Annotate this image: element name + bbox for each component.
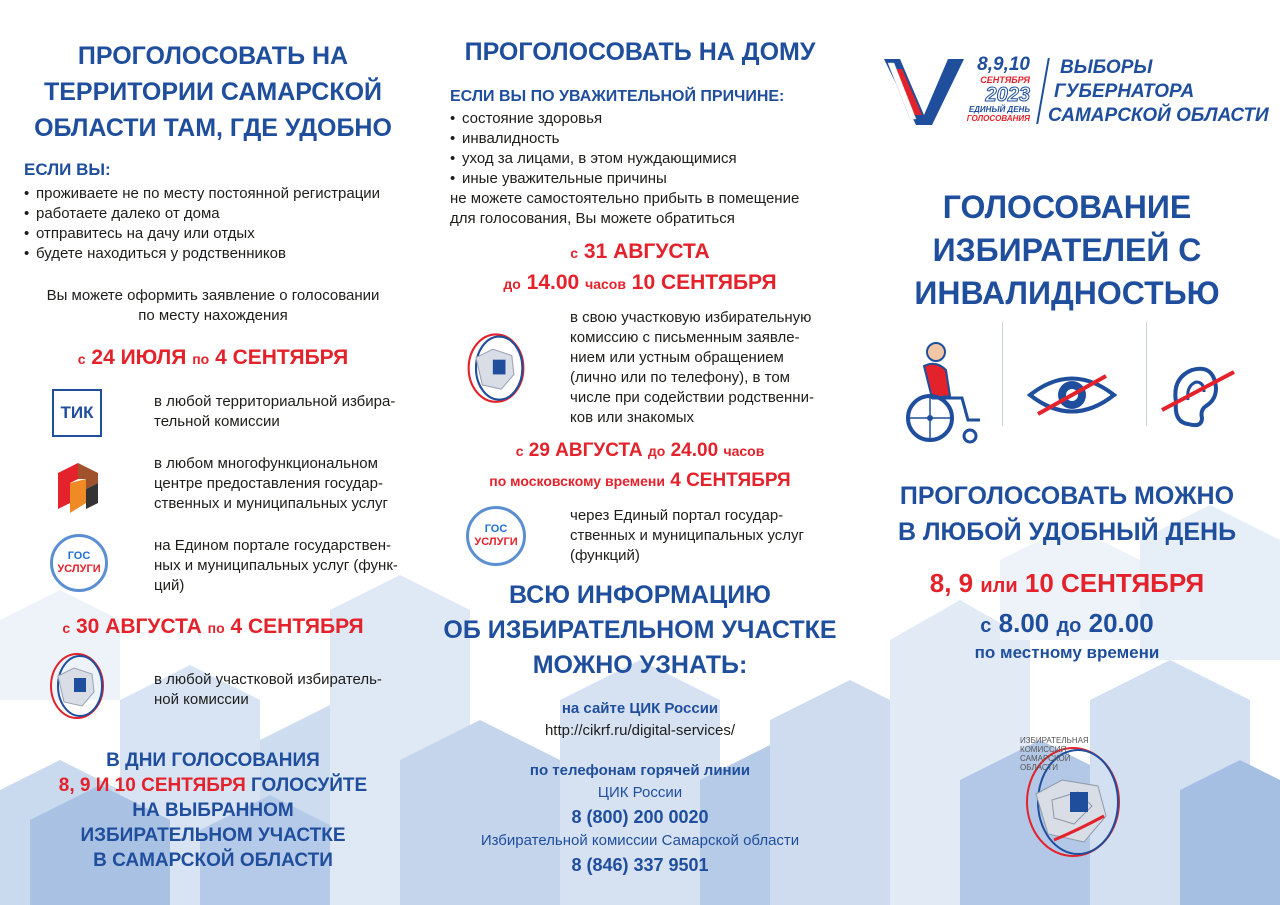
period-date: 4 СЕНТЯБРЯ xyxy=(670,470,791,491)
column-home-voting xyxy=(426,0,854,905)
text-line: нием или устным обращением xyxy=(570,349,784,366)
text-line: В ДНИ ГОЛОСОВАНИЯ xyxy=(106,750,320,771)
logo-sub: ГОЛОСОВАНИЯ xyxy=(966,114,1030,123)
logo-text: ГОС xyxy=(67,550,91,562)
column-remote-voting xyxy=(0,0,426,905)
home-gosuslugi-text xyxy=(570,506,804,566)
title-line: ГОЛОСОВАНИЕ xyxy=(942,189,1192,225)
conditions-list xyxy=(24,184,380,264)
gosuslugi-logo xyxy=(50,534,108,592)
cik-label: ЦИК России xyxy=(597,784,683,801)
period-2 xyxy=(0,615,426,639)
logo-text: УСЛУГИ xyxy=(57,563,101,575)
period-word: до xyxy=(503,276,521,292)
text-line: ПРОГОЛОСОВАТЬ МОЖНО xyxy=(899,482,1235,510)
list-item: • отправитесь на дачу или отдых xyxy=(24,224,380,244)
icon-divider xyxy=(1002,322,1003,426)
text-line: в любом многофункциональном xyxy=(154,455,378,472)
text-line: (функций) xyxy=(570,547,640,564)
home-uik-text xyxy=(570,308,814,428)
option-gosuslugi xyxy=(154,536,398,596)
ikso-label: Избирательной комиссии Самарской области xyxy=(480,832,800,849)
period-word: с xyxy=(980,615,992,637)
cik-phone[interactable]: 8 (800) 200 0020 xyxy=(571,807,709,827)
voting-hours xyxy=(854,608,1280,639)
text-line: через Единый портал государ- xyxy=(570,507,784,524)
election-days-note xyxy=(0,748,426,873)
logo-text: ГОС xyxy=(484,523,508,535)
option-mfc xyxy=(154,454,388,514)
period-word: или xyxy=(980,575,1018,597)
text-line: ИЗБИРАТЕЛЬНОМ УЧАСТКЕ xyxy=(80,825,346,846)
disability-title xyxy=(854,186,1280,315)
local-time-note: по местному времени xyxy=(974,643,1160,662)
text-line: тельной комиссии xyxy=(154,413,280,430)
site-label: на сайте ЦИК России xyxy=(561,700,719,717)
period-date: 10 СЕНТЯБРЯ xyxy=(631,271,777,294)
period-time: 24.00 xyxy=(670,440,719,461)
eye-crossed-icon xyxy=(1026,370,1118,420)
home-period-1-start xyxy=(426,240,854,264)
text-line: по месту нахождения xyxy=(138,307,288,324)
period-date: 24 ИЮЛЯ xyxy=(91,346,187,369)
commission-emblem-icon xyxy=(460,326,532,406)
period-word: с xyxy=(570,245,579,261)
info-heading xyxy=(426,578,854,683)
text-line: ственных и муниципальных услуг xyxy=(154,495,389,512)
voting-days xyxy=(854,568,1280,599)
text-line: числе при содействии родственни- xyxy=(570,389,814,406)
text-line: КОМИССИЯ xyxy=(1020,745,1067,754)
cannot-arrive-text xyxy=(450,189,799,229)
period-date: 29 АВГУСТА xyxy=(528,440,643,461)
text-line: на Едином портале государствен- xyxy=(154,537,392,554)
period-1 xyxy=(0,346,426,370)
title-line: ТЕРРИТОРИИ САМАРСКОЙ xyxy=(43,78,383,106)
text-line: комиссию с письменным заявле- xyxy=(570,329,800,346)
logo-year: 2023 xyxy=(985,84,1030,106)
text-line: ОБЛАСТИ xyxy=(1020,763,1059,772)
list-item: • уход за лицами, в этом нуждающимися xyxy=(450,149,737,169)
text-line: ОБ ИЗБИРАТЕЛЬНОМ УЧАСТКЕ xyxy=(443,616,837,644)
period-word: с xyxy=(77,351,86,367)
commission-emblem-icon xyxy=(44,646,110,722)
apply-text xyxy=(0,286,426,326)
column2-title: ПРОГОЛОСОВАТЬ НА ДОМУ xyxy=(464,38,816,66)
home-period-2-start xyxy=(426,440,854,462)
text-line: В САМАРСКОЙ ОБЛАСТИ xyxy=(93,850,333,871)
column-disability-voting xyxy=(854,0,1280,905)
text-line: САМАРСКОЙ xyxy=(1020,754,1071,763)
text-line: ГУБЕРНАТОРА xyxy=(1054,81,1195,102)
period-word: по xyxy=(207,620,225,636)
title-line: ИНВАЛИДНОСТЬЮ xyxy=(914,275,1220,311)
voting-day-dates xyxy=(954,55,1030,123)
gosuslugi-logo xyxy=(466,506,526,566)
title-line: ИЗБИРАТЕЛЕЙ С xyxy=(932,232,1202,268)
reason-heading: ЕСЛИ ВЫ ПО УВАЖИТЕЛЬНОЙ ПРИЧИНЕ: xyxy=(450,88,785,105)
text-line: ций) xyxy=(154,577,185,594)
tik-logo xyxy=(52,389,102,437)
title-line: ОБЛАСТИ ТАМ, ГДЕ УДОБНО xyxy=(34,114,392,142)
period-word: часов xyxy=(585,276,626,292)
list-item: • будете находиться у родственников xyxy=(24,244,380,264)
period-time: 14.00 xyxy=(526,271,580,294)
ear-crossed-icon xyxy=(1158,360,1238,434)
period-date: 30 АВГУСТА xyxy=(75,615,202,638)
icon-divider xyxy=(1146,322,1147,426)
hours-to: 20.00 xyxy=(1088,608,1154,638)
home-period-1-end xyxy=(426,271,854,295)
wheelchair-icon xyxy=(898,340,990,444)
day-values: 8, 9 xyxy=(929,568,974,598)
text-line: (лично или по телефону), в том xyxy=(570,369,790,386)
period-word: до xyxy=(647,443,666,459)
tik-logo-text: ТИК xyxy=(60,403,94,422)
text-line: в свою участковую избирательную xyxy=(570,309,812,326)
day-values: 10 СЕНТЯБРЯ xyxy=(1024,568,1205,598)
text-line: в любой территориальной избира- xyxy=(154,393,396,410)
hours-from: 8.00 xyxy=(998,608,1050,638)
ikso-phone[interactable]: 8 (846) 337 9501 xyxy=(571,855,709,875)
unified-voting-day-logo-icon xyxy=(884,55,964,127)
text-line: ных и муниципальных услуг (функ- xyxy=(154,557,398,574)
text-line xyxy=(0,773,426,798)
period-word: с xyxy=(62,620,71,636)
text-line: ИЗБИРАТЕЛЬНАЯ xyxy=(1020,736,1089,745)
home-period-2-end xyxy=(426,470,854,492)
text-line: ВСЮ ИНФОРМАЦИЮ xyxy=(509,581,771,609)
list-item: • работаете далеко от дома xyxy=(24,204,380,224)
text-fragment: ГОЛОСУЙТЕ xyxy=(245,775,368,796)
list-item: • иные уважительные причины xyxy=(450,169,737,189)
column1-title xyxy=(0,38,426,146)
if-you-heading: ЕСЛИ ВЫ: xyxy=(24,160,111,179)
text-line: в любой участковой избиратель- xyxy=(154,671,382,688)
text-line: не можете самостоятельно прибыть в помещение xyxy=(450,190,800,207)
period-word: с xyxy=(515,443,524,459)
title-line: ПРОГОЛОСОВАТЬ НА xyxy=(77,42,349,70)
site-link[interactable]: http://cikrf.ru/digital-services/ xyxy=(544,722,736,739)
period-word: до xyxy=(1056,615,1082,637)
text-line: ственных и муниципальных услуг xyxy=(570,527,805,544)
logo-month: СЕНТЯБРЯ xyxy=(980,75,1030,85)
text-line: центре предоставления государ- xyxy=(154,475,383,492)
contacts-block xyxy=(426,698,854,878)
text-line: для голосования, Вы можете обратиться xyxy=(450,210,735,227)
option-tik xyxy=(154,392,395,432)
reasons-list xyxy=(450,109,737,189)
elections-title xyxy=(1048,56,1269,128)
text-line: ВЫБОРЫ xyxy=(1060,57,1153,78)
text-line: САМАРСКОЙ ОБЛАСТИ xyxy=(1048,105,1269,126)
option-uik xyxy=(154,670,382,710)
logo-text: УСЛУГИ xyxy=(474,536,518,548)
text-line: ной комиссии xyxy=(154,691,249,708)
period-date: 31 АВГУСТА xyxy=(583,240,710,263)
list-item: • инвалидность xyxy=(450,129,737,149)
dates-highlight: 8, 9 И 10 СЕНТЯБРЯ xyxy=(58,775,246,796)
period-date: 4 СЕНТЯБРЯ xyxy=(215,346,349,369)
hotline-label: по телефонам горячей линии xyxy=(529,762,751,779)
list-item: • проживаете не по месту постоянной регистрации xyxy=(24,184,380,204)
text-line: ков или знакомых xyxy=(570,409,695,426)
logo-dates: 8,9,10 xyxy=(977,54,1030,75)
period-word: часов xyxy=(723,443,765,459)
text-line: Вы можете оформить заявление о голосовании xyxy=(46,287,380,304)
text-line: В ЛЮБОЙ УДОБНЫЙ ДЕНЬ xyxy=(897,518,1237,546)
period-word: по московскому времени xyxy=(489,473,665,489)
list-item: • состояние здоровья xyxy=(450,109,737,129)
text-line: НА ВЫБРАННОМ xyxy=(132,800,294,821)
commission-logo-text xyxy=(1020,736,1089,772)
vote-any-day xyxy=(854,478,1280,550)
logo-sub: ЕДИНЫЙ ДЕНЬ xyxy=(968,105,1030,114)
period-word: по xyxy=(192,351,210,367)
mfc-logo-icon xyxy=(52,459,104,517)
text-line: МОЖНО УЗНАТЬ: xyxy=(532,651,748,679)
period-date: 4 СЕНТЯБРЯ xyxy=(230,615,364,638)
commission-logo xyxy=(1018,734,1128,860)
